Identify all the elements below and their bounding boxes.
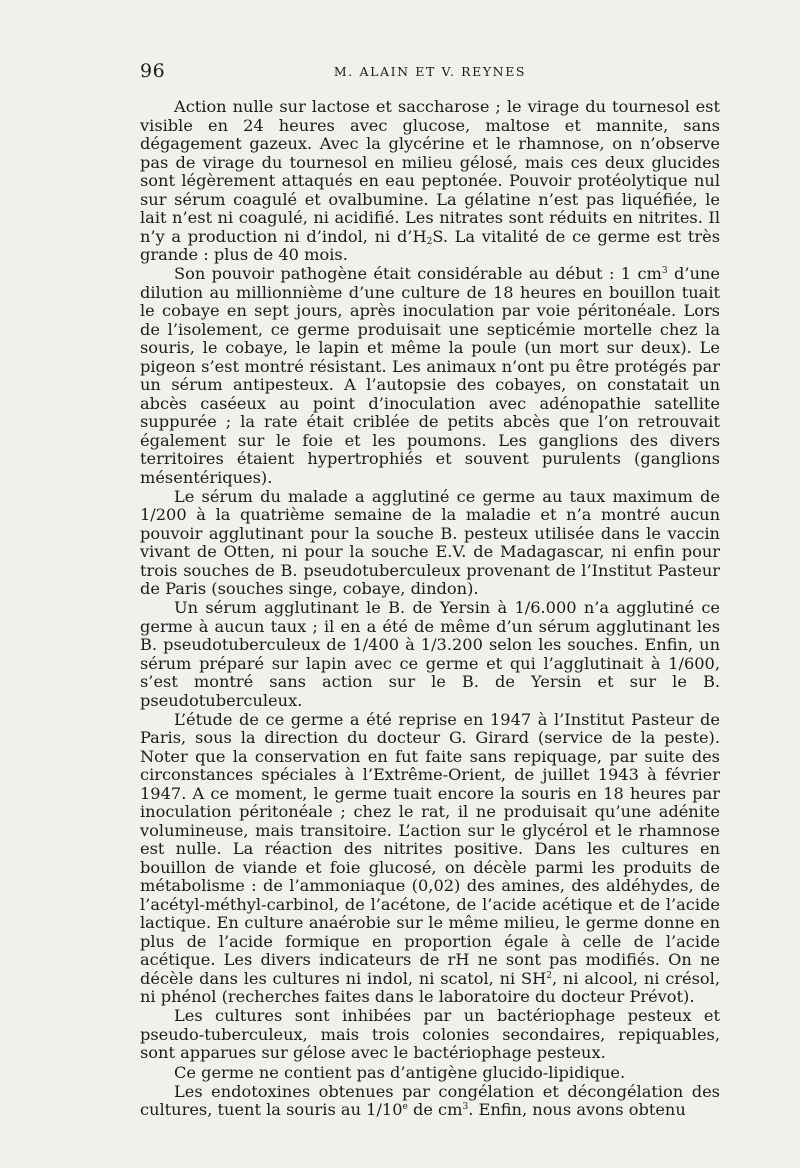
body-text [140,98,720,1120]
page-header [140,60,720,84]
running-head: M. ALAIN ET V. REYNES [333,64,527,79]
paragraph-3: Le sérum du malade a agglutiné ce germe au taux maximum de 1/200 à la quatrième semaine de la maladie et n’a montré aucun pouvoir agglutinant pour la souche B. pesteux utilisée dans le vaccin vivant de Otten, ni pour la souche E.V. de Madagascar, ni enfin pour trois souches de B. pseudotuberculeux provenant de l’Institut Pasteur de Paris (souches singe, cobaye, dindon). [140,486,720,599]
paragraph-4: Un sérum agglutinant le B. de Yersin à 1/6.000 n’a agglutiné ce germe à aucun taux ; il en a été de même d’un sérum agglutinant les B. pseudotuberculeux de 1/400 à 1/3.200 selon les souches. Enfin, un sérum préparé sur lapin avec ce germe et qui l’agglutinait à 1/600, s’est montré sans action sur le B. de Yersin et sur le B. pseudotuberculeux. [140,598,720,710]
paragraph-7: Ce germe ne contient pas d’antigène glucido-lipidique. [174,1062,626,1082]
paragraph-6: Les cultures sont inhibées par un bactériophage pesteux et pseudo-tuberculeux, mais trois colonies secondaires, repiquables, sont apparues sur gélose avec le bactériophage pesteux. [140,1006,720,1063]
paragraph-1: Action nulle sur lactose et saccharose ; le virage du tournesol est visible en 24 heures avec glucose, maltose et mannite, sans dégagement gazeux. Avec la glycérine et le rhamnose, on n’observe pas de virage du tournesol en milieu gélosé, mais ces deux glucides sont légèrement attaqués en eau peptonée. Pouvoir protéolytique nul sur sérum coagulé et ovalbumine. La gélatine n’est pas liquéfiée, le lait n’est ni coagulé, ni acidifié. Les nitrates sont réduits en nitrites. Il n’y a production ni d’indol, ni $d’H_2S$. La vitalité de ce germe est très grande : plus de 40 mois. [140,97,720,264]
paragraph-5: L’étude de ce germe a été reprise en 1947 à l’Institut Pasteur de Paris, sous la direction du docteur G. Girard (service de la peste). Noter que la conservation en fut faite sans repiquage, par suite des circonstances spéciales à l’Extrême-Orient, de juillet 1943 à février 1947. A ce moment, le germe tuait encore la souris en 18 heures par inoculation péritonéale ; chez le rat, il ne produisait qu’une adénite volumineuse, mais transitoire. L’action sur le glycérol et le rhamnose est nulle. La réaction des nitrites positive. Dans les cultures en bouillon de viande et foie glucosé, on décèle parmi les produits de métabolisme : de l’ammoniaque (0,02) des amines, des aldéhydes, de l’acétyl-méthyl-carbinol, de l’acétone, de l’acide acétique et de l’acide lactique. En culture anaérobie sur le même milieu, le germe donne en plus de l’acide formique en proportion égale à celle de l’acide acétique. Les divers indicateurs de rH ne sont pas modifiés. On ne décèle dans les cultures ni indol, ni scatol, ni $SH^2$, ni alcool, ni crésol, ni phénol (recherches faites dans le laboratoire du docteur Prévot). [140,709,720,1007]
paragraph-2: Son pouvoir pathogène était considérable au début : 1 $cm^3$ d’une dilution au millionnième d’une culture de 18 heures en bouillon tuait le cobaye en sept jours, après inoculation par voie péritonéale. Lors de l’isolement, ce germe produisait une septicémie mortelle chez la souris, le cobaye, le lapin et même la poule (un mort sur deux). Le pigeon s’est montré résistant. Les animaux n’ont pu être protégés par un sérum antipesteux. A l’autopsie des cobayes, on constatait un abcès caséeux au point d’inoculation avec adénopathie satellite suppurée ; la rate était criblée de petits abcès que l’on retrouvait également sur le foie et les poumons. Les ganglions des divers territoires étaient hypertrophiés et souvent purulents (ganglions mésentériques). [140,264,720,487]
paragraph-8: Les endotoxines obtenues par congélation et décongélation des cultures, tuent la souris au 1/10e de $cm^3$. Enfin, nous avons obtenu [140,1081,720,1120]
page-number: 96 [140,60,166,82]
